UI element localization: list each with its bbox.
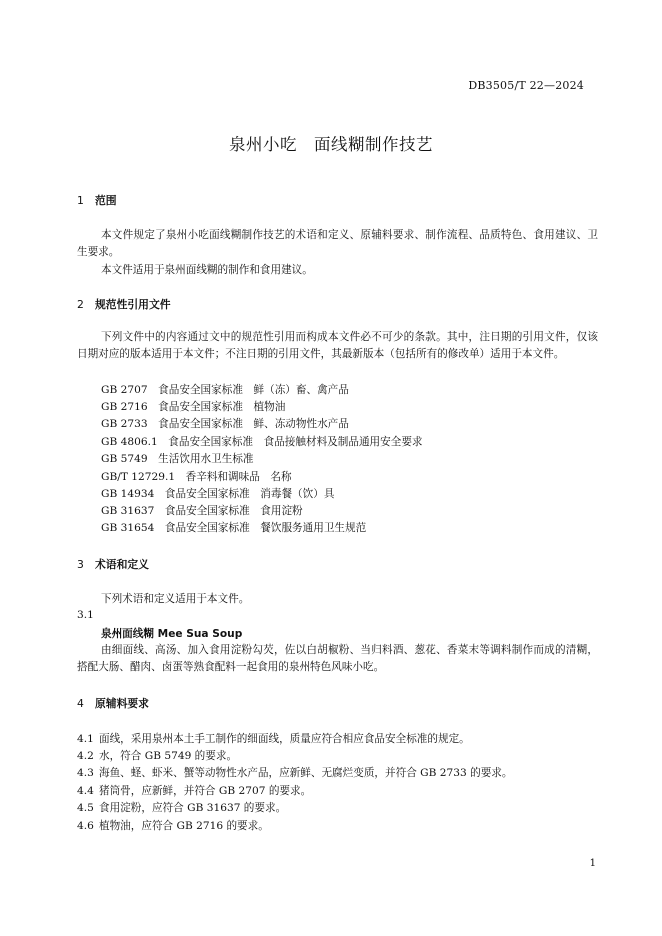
requirement-item bbox=[77, 731, 470, 746]
section-3-title: 术语和定义 bbox=[95, 558, 149, 571]
document-title: 泉州小吃 面线糊制作技艺 bbox=[229, 135, 433, 154]
section-1-heading bbox=[77, 193, 117, 208]
term-definition: 由细面线、高汤、加入食用淀粉勾芡，佐以白胡椒粉、当归料酒、葱花、香菜末等调料制作而成的清糊，搭配大肠、醋肉、卤蛋等熟食配料一起食用的泉州特色风味小吃。 bbox=[77, 644, 598, 674]
section-1-title: 范围 bbox=[95, 194, 117, 207]
requirement-number: 4.5 bbox=[77, 802, 94, 814]
section-2-heading bbox=[77, 297, 171, 312]
requirement-item bbox=[77, 818, 269, 833]
section-4-number: 4 bbox=[77, 697, 84, 710]
section-3-intro: 下列术语和定义适用于本文件。 bbox=[101, 593, 250, 605]
section-2-intro: 下列文件中的内容通过文中的规范性引用而构成本文件必不可少的条款。其中，注日期的引用文件，仅该日期对应的版本适用于本文件；不注日期的引用文件，其最新版本（包括所有的修改单）适用于本文件。 bbox=[77, 331, 598, 361]
section-2-title: 规范性引用文件 bbox=[95, 298, 171, 311]
reference-item: GB 14934 食品安全国家标准 消毒餐（饮）具 bbox=[101, 488, 335, 500]
reference-item: GB 31654 食品安全国家标准 餐饮服务通用卫生规范 bbox=[101, 522, 367, 534]
reference-item: GB 4806.1 食品安全国家标准 食品接触材料及制品通用安全要求 bbox=[101, 436, 423, 448]
term-name: 泉州面线糊 Mee Sua Soup bbox=[101, 628, 243, 640]
requirement-number: 4.1 bbox=[77, 733, 94, 745]
section-1-paragraph-2: 本文件适用于泉州面线糊的制作和食用建议。 bbox=[101, 264, 313, 276]
section-4-title: 原辅料要求 bbox=[95, 697, 149, 710]
section-2-number: 2 bbox=[77, 298, 84, 311]
requirement-text: 植物油，应符合 GB 2716 的要求。 bbox=[99, 820, 269, 832]
requirement-number: 4.4 bbox=[77, 785, 94, 797]
requirement-number: 4.6 bbox=[77, 820, 94, 832]
requirement-text: 海鱼、蛏、虾米、蟹等动物性水产品，应新鲜、无腐烂变质，并符合 GB 2733 的要求。 bbox=[99, 767, 513, 779]
requirement-text: 面线，采用泉州本土手工制作的细面线，质量应符合相应食品安全标准的规定。 bbox=[99, 733, 470, 745]
requirement-item bbox=[77, 748, 237, 763]
reference-item: GB 2733 食品安全国家标准 鲜、冻动物性水产品 bbox=[101, 418, 349, 430]
requirement-text: 猪筒骨，应新鲜，并符合 GB 2707 的要求。 bbox=[99, 785, 312, 797]
section-1-paragraph-1: 本文件规定了泉州小吃面线糊制作技艺的术语和定义、原辅料要求、制作流程、品质特色、食用建议、卫生要求。 bbox=[77, 229, 598, 259]
term-number: 3.1 bbox=[77, 609, 94, 621]
section-1-number: 1 bbox=[77, 194, 84, 207]
page-number: 1 bbox=[589, 858, 596, 869]
section-3-heading bbox=[77, 557, 149, 572]
requirement-item bbox=[77, 800, 286, 815]
section-4-heading bbox=[77, 696, 149, 711]
reference-item: GB/T 12729.1 香辛料和调味品 名称 bbox=[101, 471, 292, 483]
requirement-item bbox=[77, 783, 311, 798]
requirement-text: 水，符合 GB 5749 的要求。 bbox=[99, 750, 238, 762]
reference-item: GB 2707 食品安全国家标准 鲜（冻）畜、禽产品 bbox=[101, 384, 349, 396]
reference-item: GB 5749 生活饮用水卫生标准 bbox=[101, 453, 254, 465]
requirement-text: 食用淀粉，应符合 GB 31637 的要求。 bbox=[99, 802, 287, 814]
reference-item: GB 2716 食品安全国家标准 植物油 bbox=[101, 401, 286, 413]
reference-item: GB 31637 食品安全国家标准 食用淀粉 bbox=[101, 505, 303, 517]
requirement-number: 4.2 bbox=[77, 750, 94, 762]
section-3-number: 3 bbox=[77, 558, 84, 571]
requirement-number: 4.3 bbox=[77, 767, 94, 779]
requirement-item bbox=[77, 765, 513, 780]
document-code: DB3505/T 22—2024 bbox=[468, 79, 584, 92]
